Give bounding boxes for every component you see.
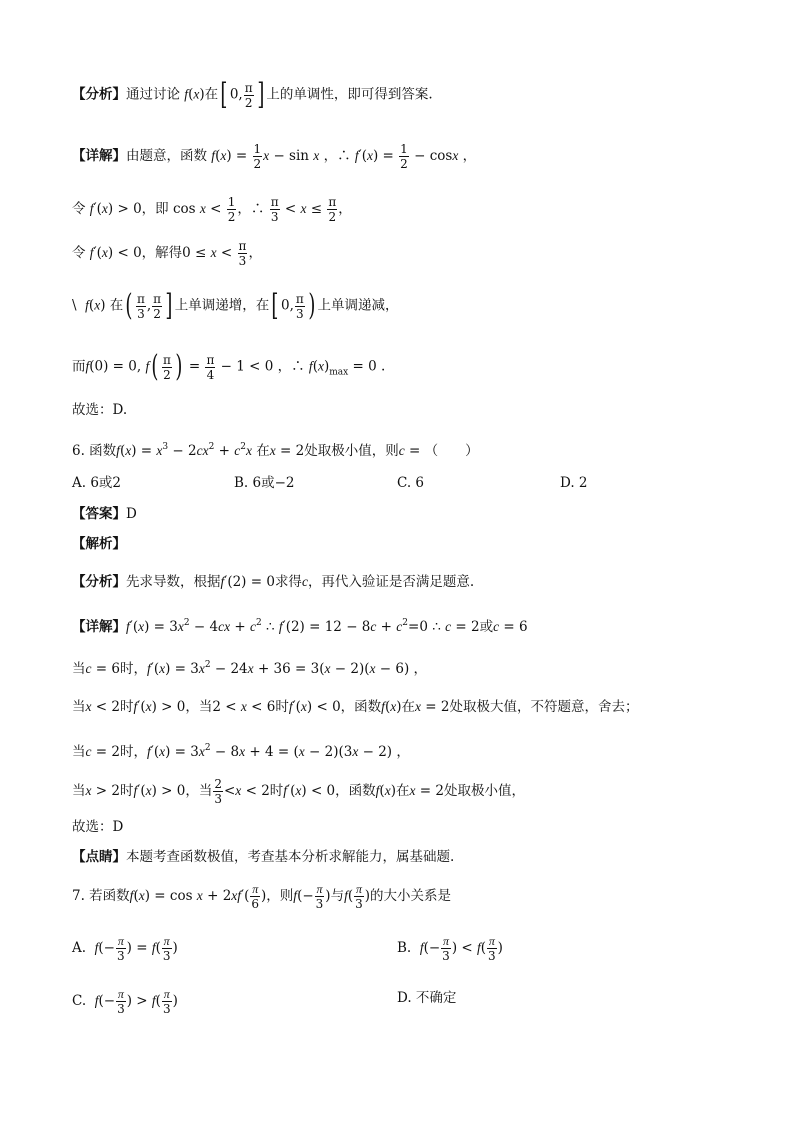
- jiexi-line: [72, 534, 754, 554]
- text: 令: [72, 245, 86, 261]
- text: 当: [72, 661, 86, 677]
- text: 在: [204, 86, 219, 103]
- question-7: 7. 若函数f(x) = cos x + 2xf′( $\frac{\pi}{6}$ )，则f(− $\frac{\pi}{3}$ )与f( $\frac{\pi}{3}$ )的大小关系是: [72, 882, 452, 911]
- text: B.: [397, 940, 412, 956]
- text: ，再代入验证是否满足题意.: [307, 574, 475, 590]
- math-line: 当c = 6时，$f'(x) = 3x^2 - 24x + 36 = 3(x - 2)(x - 6)$ ，: [72, 660, 428, 677]
- math-line: 而f(0) = 0, f( $\frac{\pi}{2}$ ) = $\frac{\pi}{4}$ − 1 < 0 ，∴ $f(x)_{max} = 0$ .: [72, 349, 386, 384]
- text: 在: [256, 443, 270, 459]
- text: 上的单调性，即可得到答案.: [266, 86, 433, 103]
- q7-option-c: C. f(− $\frac{\pi}{3}$ ) > f( $\frac{\pi}{3}$ ): [72, 987, 178, 1016]
- text: 上单调递减，: [317, 297, 399, 314]
- detail-tag: 【详解】: [72, 148, 126, 164]
- math-line: 当x < 2时f′(x) > 0，当2 < x < 6时f′(x) < 0，函数f(x)在x = 2处取极大值，不符题意，舍去；: [72, 699, 639, 715]
- text: 在: [395, 783, 410, 799]
- choice-line: 故选：D: [72, 819, 124, 835]
- text: 或: [479, 619, 494, 635]
- q7-option-a: A. f(− $\frac{\pi}{3}$ ) = f( $\frac{\pi}{3}$ ): [72, 934, 178, 963]
- q6-option-b: B. 6或−2: [234, 475, 295, 491]
- q6-option-a: A. 6或2: [72, 475, 122, 491]
- text: 在: [109, 297, 124, 314]
- text: 由题意，函数: [126, 148, 207, 164]
- text: 处取极大值，不符题意，舍去；: [449, 699, 639, 715]
- text: D: [126, 506, 137, 522]
- detail-tag: 【详解】: [72, 619, 126, 635]
- text: 当: [72, 783, 86, 799]
- text: ，函数: [335, 783, 376, 799]
- text: ，则: [266, 888, 294, 904]
- q6-option-c: C. 6: [397, 475, 425, 491]
- text: 处取极小值，: [443, 783, 525, 799]
- text: ，即: [141, 201, 169, 217]
- text: 6. 函数: [72, 443, 117, 459]
- choice-line: 故选：D.: [72, 402, 128, 418]
- q7-option-b: B. f(− $\frac{\pi}{3}$ ) < f( $\frac{\pi}{3}$ ): [397, 934, 503, 963]
- text: 处取极小值，则: [304, 443, 399, 459]
- q7-option-d: D. 不确定: [397, 990, 457, 1006]
- text: 与: [330, 888, 345, 904]
- text: 的大小关系是: [370, 888, 452, 904]
- detail-line-6: 【详解】$f'(x) = 3x^2 - 4cx + c^2$ ∴ $f'(2) = 12 - 8c + c^2=0$ ∴ c = 2或c = 6: [72, 618, 528, 635]
- math-line: 当c = 2时，$f'(x) = 3x^2 - 8x + 4 = (x - 2)(3x - 2)$ ，: [72, 743, 410, 760]
- text: 时，: [119, 744, 147, 760]
- answer-line: [72, 504, 754, 524]
- question-6: 6. 函数$f(x) = x^3 - 2cx^2 + c^2x$ 在x = 2处取极小值，则c = （ ）: [72, 442, 479, 459]
- text: 时: [275, 699, 289, 715]
- math-line: \ f(x) 在( $\frac{\pi}{3}$ , $\frac{\pi}{2}$ ] 上单调递增，在[ 0, $\frac{\pi}{3}$ ) 上单调递减，: [72, 288, 399, 323]
- text: \: [72, 297, 77, 314]
- comment-tag: 【点睛】: [72, 849, 126, 865]
- text: （ ）: [424, 443, 479, 459]
- text: ，当: [185, 699, 213, 715]
- text: ，解得: [141, 245, 183, 261]
- text: ，函数: [340, 699, 382, 715]
- text: 时，: [119, 661, 147, 677]
- text: ，当: [185, 783, 213, 799]
- text: 在: [401, 699, 415, 715]
- text: 时: [269, 783, 284, 799]
- text: A.: [72, 940, 87, 956]
- answer-tag: 【答案】: [72, 506, 126, 522]
- text: 7. 若函数: [72, 888, 130, 904]
- text: 本题考查函数极值，考查基本分析求解能力，属基础题.: [126, 849, 455, 865]
- detail-line: 【详解】由题意，函数 f(x) = $\frac{1}{2}$ x − sin x ，∴ f′(x) = $\frac{1}{2}$ − cosx ，: [72, 142, 477, 171]
- math-line: 令 f′(x) > 0，即 cos x < $\frac{1}{2}$ ，∴ $\frac{\pi}{3}$ < x ≤ $\frac{\pi}{2}$ ，: [72, 195, 352, 224]
- math-line: 当x > 2时f′(x) > 0，当 $\frac{2}{3}$ <x < 2时f′(x) < 0，函数f(x)在x = 2处取极小值，: [72, 777, 525, 806]
- math-line: 令 f′(x) < 0，解得0 ≤ x < $\frac{\pi}{3}$ ，: [72, 239, 262, 268]
- analysis-line: 【分析】通过讨论 f(x)在[ 0, $\frac{\pi}{2}$ ] 上的单调性，即可得到答案.: [72, 77, 433, 112]
- analysis-tag: 【分析】: [72, 574, 126, 590]
- text: 当: [72, 699, 86, 715]
- text: 先求导数，根据: [126, 574, 221, 590]
- text: 当: [72, 744, 86, 760]
- comment-line: [72, 847, 754, 867]
- text: 求得: [274, 574, 302, 590]
- analysis-line-6: 【分析】先求导数，根据f′(2) = 0求得c，再代入验证是否满足题意.: [72, 574, 475, 590]
- text: C.: [72, 993, 87, 1009]
- analysis-tag: 【分析】: [72, 86, 126, 103]
- text: 上单调递增，在: [174, 297, 270, 314]
- text: 通过讨论: [126, 86, 180, 103]
- jiexi-tag: 【解析】: [72, 536, 126, 552]
- text: 时: [119, 699, 134, 715]
- q6-option-d: D. 2: [560, 475, 588, 491]
- text: 而: [72, 358, 86, 375]
- text: 令: [72, 201, 86, 217]
- text: 时: [119, 783, 134, 799]
